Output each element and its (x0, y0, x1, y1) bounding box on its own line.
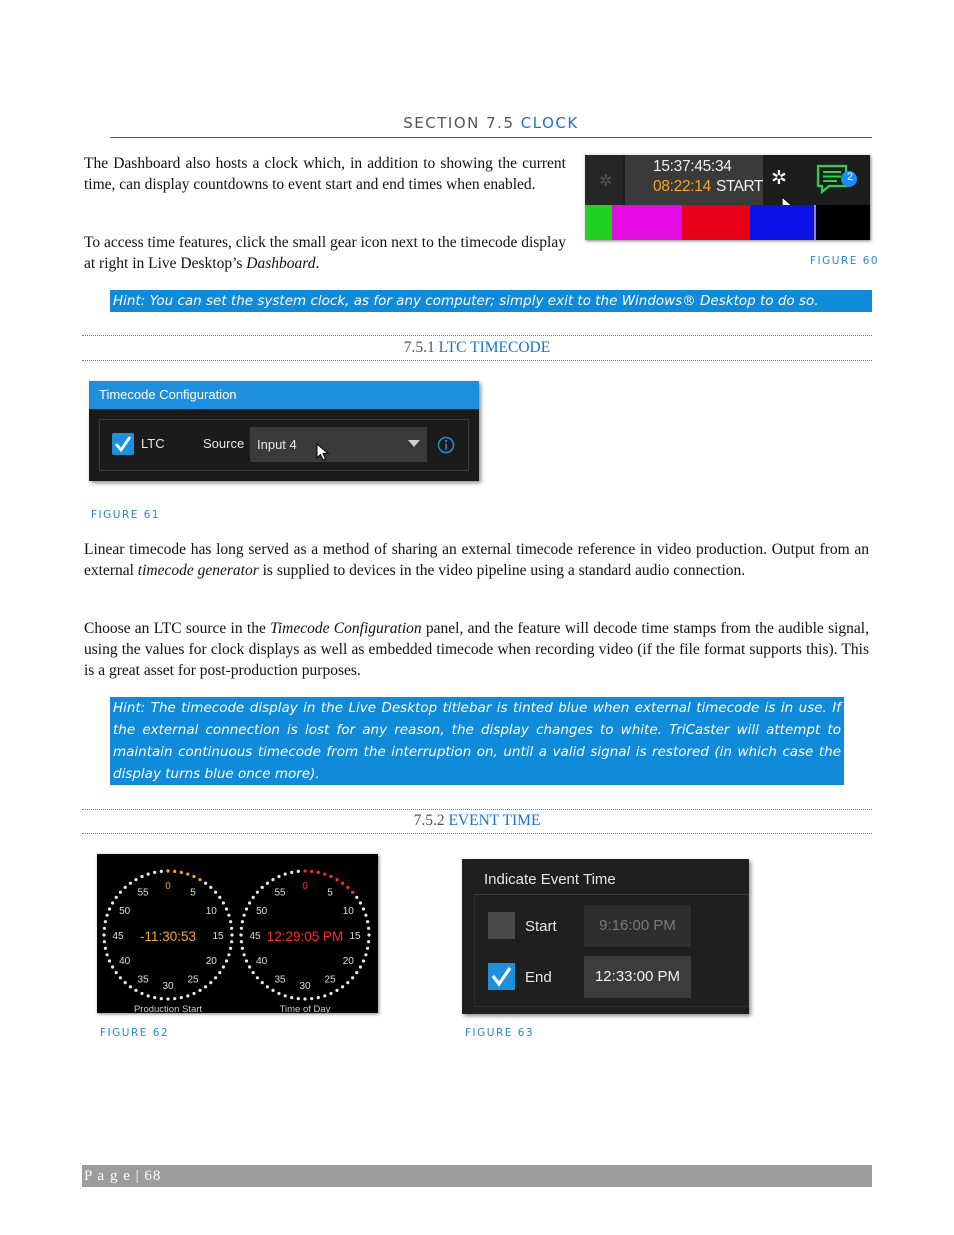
clock-tick (186, 873, 189, 876)
clock-tick (192, 992, 195, 995)
dial-number: 35 (137, 974, 149, 986)
panel-title: Indicate Event Time (474, 865, 749, 895)
clock-tick (317, 996, 320, 999)
dial-number: 10 (205, 906, 217, 917)
color-swatch-green (585, 205, 612, 240)
source-label: Source (203, 436, 245, 451)
clock-tick (218, 971, 221, 974)
clock-tick (284, 873, 287, 876)
clock-time: 12:29:05 PM (266, 929, 344, 944)
dial-number: 0 (302, 881, 308, 892)
end-time-field[interactable]: 12:33:00 PM (584, 956, 691, 998)
clock-tick (119, 976, 122, 979)
dial-number: 40 (256, 956, 268, 967)
start-label: START (716, 178, 763, 195)
clock-tick (367, 933, 370, 936)
clock-tick (214, 891, 217, 894)
clock-tick (229, 920, 232, 923)
section-rule (110, 137, 872, 138)
clock-tick (140, 992, 143, 995)
figure-61-timecode-configuration (89, 381, 479, 481)
clock-tick (362, 959, 365, 962)
countdown-time: 08:22:14 (653, 178, 711, 195)
hint-system-clock: Hint: You can set the system clock, as for any computer; simply exit to the Windows® Desktop to do so. (110, 290, 872, 312)
clock-tick (243, 914, 246, 917)
clock-tick (241, 920, 244, 923)
ltc-label: LTC (141, 436, 165, 451)
check-icon (112, 433, 134, 455)
clock-tick (160, 870, 163, 873)
clock-tick (115, 896, 118, 899)
clock-tick (359, 965, 362, 968)
ltc-p1-text: Linear timecode has long served as a method of sharing an external timecode reference in video production. Output from an external (84, 541, 869, 579)
start-time-field[interactable]: 9:16:00 PM (584, 905, 691, 947)
clock-tick (103, 940, 106, 943)
clock-tick (335, 989, 338, 992)
clock-tick (239, 933, 242, 936)
subsection-heading-event-time (82, 812, 872, 830)
ltc-paragraph-1 (84, 539, 869, 581)
clock-tick (230, 940, 233, 943)
clock-tick (359, 901, 362, 904)
end-checkbox[interactable] (488, 963, 515, 990)
clock-tick (102, 933, 105, 936)
clock-tick (186, 994, 189, 997)
intro-paragraph-1: The Dashboard also hosts a clock which, in addition to showing the current time, can display countdowns to event start and end times when enabled. (84, 155, 566, 193)
clock-tick (266, 985, 269, 988)
clock-tick (243, 953, 246, 956)
chevron-down-icon (408, 440, 420, 448)
clock-tick (180, 871, 183, 874)
clock-tick (290, 996, 293, 999)
clock-tick (180, 996, 183, 999)
ltc-checkbox[interactable] (112, 433, 134, 455)
clock-tick (124, 886, 127, 889)
clock-tick (241, 947, 244, 950)
dial-number: 30 (299, 981, 311, 992)
clock-tick (108, 959, 111, 962)
subsection-rule-bottom-2 (82, 833, 872, 834)
clock-tick (323, 994, 326, 997)
clock-tick (153, 996, 156, 999)
subsection-rule-top (82, 335, 872, 336)
clock-tick (225, 959, 228, 962)
clock-tick (366, 920, 369, 923)
clock-tick (198, 878, 201, 881)
intro-paragraph-2 (84, 232, 566, 274)
check-icon (488, 963, 515, 990)
clock-tick (310, 870, 313, 873)
clock-tick (166, 997, 169, 1000)
clock-label: Production Start (133, 1004, 203, 1013)
dial-number: 15 (212, 931, 224, 942)
clock-tick (209, 886, 212, 889)
clock-tick (346, 981, 349, 984)
figure-63-indicate-event-time (462, 859, 749, 1014)
clock-tick (115, 971, 118, 974)
clock-tick (173, 997, 176, 1000)
section-heading (110, 114, 872, 132)
clock-tick (256, 891, 259, 894)
source-dropdown[interactable] (250, 427, 427, 462)
subsection-rule-top-2 (82, 809, 872, 810)
clock-tick (111, 965, 114, 968)
clock-tick (173, 870, 176, 873)
subsection-number-2: 7.5.2 (413, 812, 445, 829)
clock-tick (108, 907, 111, 910)
page-footer: P a g e | 68 (82, 1165, 872, 1187)
dial-number: 40 (119, 956, 131, 967)
clock-tick (266, 882, 269, 885)
figure-63-caption: FIGURE 63 (465, 1027, 535, 1039)
clock-tick (222, 965, 225, 968)
panel-body (99, 419, 469, 471)
subsection-rule-bottom (82, 360, 872, 361)
clock-tick (134, 989, 137, 992)
subsection-title-2: EVENT TIME (448, 812, 541, 829)
clock-tick (129, 985, 132, 988)
clock-tick (284, 994, 287, 997)
section-prefix: SECTION 7.5 (403, 114, 515, 132)
clock-tick (297, 997, 300, 1000)
clock-tick (147, 994, 150, 997)
dial-number: 20 (205, 956, 217, 967)
clock-tick (364, 914, 367, 917)
clock-tick (229, 947, 232, 950)
clock-tick (192, 875, 195, 878)
clock-tick (277, 992, 280, 995)
source-value: Input 4 (257, 437, 297, 452)
clock-tick (103, 927, 106, 930)
color-swatch-black (816, 205, 870, 240)
clock-tick (261, 886, 264, 889)
clock-tick (230, 927, 233, 930)
clock-label: Time of Day (279, 1004, 331, 1013)
clock-tick (362, 907, 365, 910)
clock-tick (346, 886, 349, 889)
clock-tick (335, 878, 338, 881)
current-time: 15:37:45:34 (653, 158, 732, 175)
clock-tick (364, 953, 367, 956)
clock-tick (341, 882, 344, 885)
clock-tick (230, 933, 233, 936)
ltc-p2-text: Choose an LTC source in the (84, 620, 271, 637)
intro-p2-end: . (315, 255, 320, 272)
clock-tick (119, 891, 122, 894)
clock-time-of-day (239, 869, 370, 1013)
clock-production-start (102, 869, 233, 1013)
clock-tick (104, 920, 107, 923)
clock-tick (166, 869, 169, 872)
subsection-title: LTC TIMECODE (438, 339, 551, 356)
info-icon[interactable] (437, 436, 455, 454)
clock-tick (227, 914, 230, 917)
dial-number: 50 (119, 906, 131, 917)
clock-tick (303, 869, 306, 872)
clock-tick (147, 873, 150, 876)
clock-tick (341, 985, 344, 988)
section-title: CLOCK (520, 114, 579, 132)
clock-tick (310, 997, 313, 1000)
figure-60-caption: FIGURE 60 (810, 255, 880, 267)
mouse-cursor-icon (316, 443, 330, 463)
dial-number: 5 (327, 887, 333, 899)
panel-title: Timecode Configuration (89, 381, 479, 409)
dial-number: 45 (249, 931, 261, 942)
clock-tick (367, 940, 370, 943)
clock-tick (134, 878, 137, 881)
clock-tick (240, 927, 243, 930)
clock-tick (277, 875, 280, 878)
clock-tick (222, 901, 225, 904)
clock-tick (303, 997, 306, 1000)
gear-icon-dim: ✲ (599, 173, 613, 190)
hint-external-timecode: Hint: The timecode display in the Live Desktop titlebar is tinted blue when external timecode is in use. If the external connection is lost for any reason, the display changes to white. TriCaster will attempt to maintain continuous timecode from the interruption on, until a valid signal is restored (in which case the display turns blue once more). (110, 697, 844, 785)
clock-tick (106, 914, 109, 917)
dial-number: 30 (162, 981, 174, 992)
color-bar (585, 205, 870, 240)
clock-tick (256, 976, 259, 979)
ltc-p1-end: is supplied to devices in the video pipeline using a standard audio connection. (258, 562, 746, 579)
clock-tick (355, 971, 358, 974)
color-swatch-blue (750, 205, 816, 240)
figure-61-caption: FIGURE 61 (91, 509, 161, 521)
dial-number: 45 (112, 931, 124, 942)
subsection-number: 7.5.1 (403, 339, 435, 356)
dial-number: 15 (349, 931, 361, 942)
dial-number: 20 (342, 956, 354, 967)
intro-p2-emphasis: Dashboard (246, 255, 316, 272)
clock-tick (111, 901, 114, 904)
clock-tick (252, 971, 255, 974)
end-label: End (525, 969, 552, 986)
clock-tick (248, 965, 251, 968)
notification-badge: 2 (846, 171, 854, 183)
clock-tick (140, 875, 143, 878)
clock-tick (290, 871, 293, 874)
ltc-p1-emphasis: timecode generator (137, 562, 259, 579)
clock-tick (261, 981, 264, 984)
dial-number: 35 (274, 974, 286, 986)
ltc-p2-end: panel, and the feature will decode time stamps from the audible signal, using the values for clock displays as well as embedded timecode when recording video (if the file format supports this). This is a great asset for post-production purposes. (84, 620, 869, 679)
subsection-heading-ltc (82, 339, 872, 357)
start-checkbox[interactable] (488, 912, 515, 939)
dial-number: 10 (342, 906, 354, 917)
clock-time: -11:30:53 (139, 929, 197, 944)
gear-icon[interactable]: ✲ (771, 168, 787, 189)
figure-62-caption: FIGURE 62 (100, 1027, 170, 1039)
dial-number: 50 (256, 906, 268, 917)
clock-tick (245, 959, 248, 962)
clock-tick (355, 896, 358, 899)
ltc-paragraph-2 (84, 618, 869, 681)
clock-tick (153, 871, 156, 874)
clock-tick (160, 997, 163, 1000)
clock-tick (124, 981, 127, 984)
clock-tick (227, 953, 230, 956)
clock-tick (351, 891, 354, 894)
clock-tick (240, 940, 243, 943)
clock-tick (104, 947, 107, 950)
clock-tick (252, 896, 255, 899)
clock-tick (297, 870, 300, 873)
clock-tick (366, 947, 369, 950)
clock-tick (209, 981, 212, 984)
clock-tick (218, 896, 221, 899)
color-swatch-magenta (612, 205, 682, 240)
clock-tick (329, 875, 332, 878)
dial-number: 55 (137, 887, 149, 899)
clock-tick (204, 882, 207, 885)
clock-tick (204, 985, 207, 988)
figure-62-analog-clocks (97, 854, 378, 1013)
clocks-graphic (97, 854, 378, 1013)
timecode-display[interactable] (625, 155, 763, 205)
clock-tick (329, 992, 332, 995)
clock-tick (271, 878, 274, 881)
dial-number: 55 (274, 887, 286, 899)
clock-tick (106, 953, 109, 956)
dial-number: 0 (165, 881, 171, 892)
clock-tick (248, 901, 251, 904)
color-swatch-red (682, 205, 750, 240)
clock-tick (198, 989, 201, 992)
intro-p2-text: To access time features, click the small gear icon next to the timecode display at right in Live Desktop’s (84, 234, 566, 272)
clock-tick (214, 976, 217, 979)
clock-tick (271, 989, 274, 992)
clock-tick (351, 976, 354, 979)
dial-number: 25 (187, 974, 199, 986)
clock-tick (317, 871, 320, 874)
dial-number: 25 (324, 974, 336, 986)
dial-number: 5 (190, 887, 196, 899)
clock-tick (225, 907, 228, 910)
clock-tick (245, 907, 248, 910)
figure-60-dashboard-clock (585, 155, 870, 240)
clock-tick (129, 882, 132, 885)
clock-tick (367, 927, 370, 930)
clock-tick (323, 873, 326, 876)
ltc-p2-emphasis: Timecode Configuration (270, 620, 422, 637)
start-label: Start (525, 918, 557, 935)
